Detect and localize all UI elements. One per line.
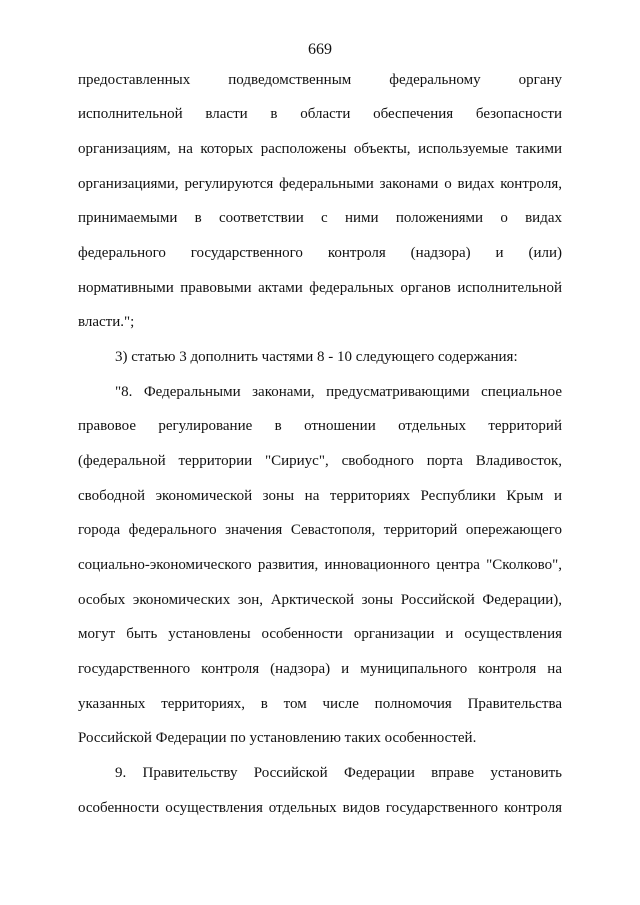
text-line: свободной экономической зоны на территориях Республики Крым и [78, 488, 562, 504]
text-line: нормативными правовыми актами федеральных органов исполнительной [78, 280, 562, 296]
text-line: "8. Федеральными законами, предусматривающими специальное [115, 384, 562, 400]
text-line: города федерального значения Севастополя, территорий опережающего [78, 522, 562, 538]
text-line: социально-экономического развития, инновационного центра "Сколково", [78, 557, 562, 573]
text-line: правовое регулирование в отношении отдельных территорий [78, 418, 562, 434]
text-line: могут быть установлены особенности организации и осуществления [78, 626, 562, 642]
text-line: особых экономических зон, Арктической зоны Российской Федерации), [78, 592, 562, 608]
page-number: 669 [308, 41, 332, 58]
text-line: организациям, на которых расположены объекты, используемые такими [78, 141, 562, 157]
text-line: государственного контроля (надзора) и муниципального контроля на [78, 661, 562, 677]
text-line: исполнительной власти в области обеспечения безопасности [78, 106, 562, 122]
text-line: особенности осуществления отдельных видов государственного контроля [78, 800, 562, 816]
text-line: власти."; [78, 314, 135, 330]
text-line: Российской Федерации по установлению таких особенностей. [78, 730, 477, 746]
list-item-heading: 3) статью 3 дополнить частями 8 - 10 следующего содержания: [115, 349, 518, 365]
text-line: федерального государственного контроля (надзора) и (или) [78, 245, 562, 261]
text-line: предоставленных подведомственным федеральному органу [78, 72, 562, 88]
text-line: принимаемыми в соответствии с ними положениями о видах [78, 210, 562, 226]
text-line: указанных территориях, в том числе полномочия Правительства [78, 696, 562, 712]
text-line: организациями, регулируются федеральными законами о видах контроля, [78, 176, 562, 192]
text-line: 9. Правительству Российской Федерации вправе установить [115, 765, 562, 781]
text-line: (федеральной территории "Сириус", свободного порта Владивосток, [78, 453, 562, 469]
